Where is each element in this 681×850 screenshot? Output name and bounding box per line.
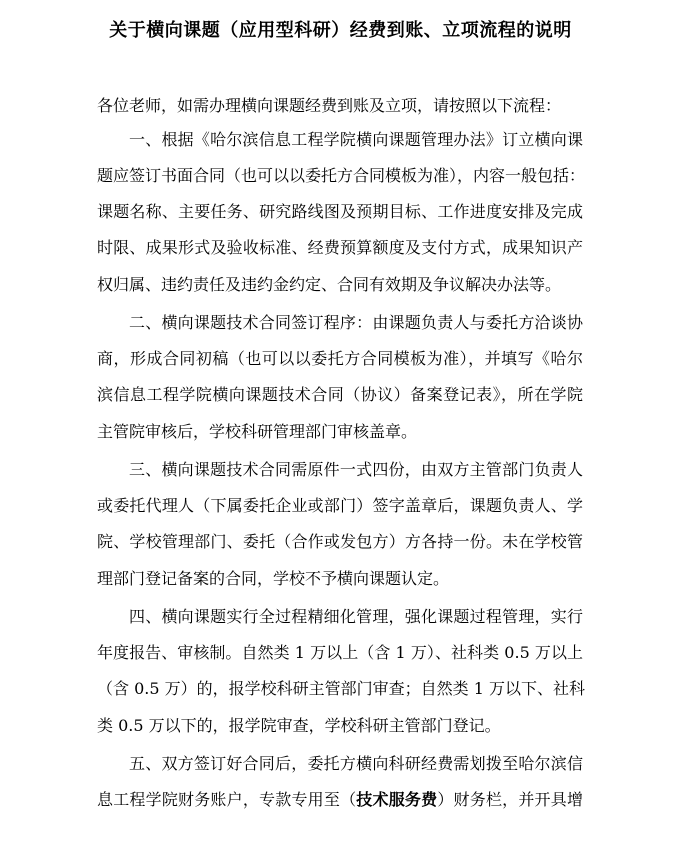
document-title: 关于横向课题（应用型科研）经费到账、立项流程的说明 <box>109 20 572 41</box>
section-2-line-3: 滨信息工程学院横向课题技术合同（协议）备案登记表》，所在学院 <box>97 385 583 404</box>
section-4-line-2: 年度报告、审核制。自然类 1 万以上（含 1 万）、社科类 0.5 万以上 <box>97 643 583 662</box>
section-5-line-2-end: ）财务栏，并开具增 <box>437 790 583 809</box>
section-1-line-4: 时限、成果形式及验收标准、经费预算额度及支付方式，成果知识产 <box>97 238 583 257</box>
section-2-line-1: 二、横向课题技术合同签订程序：由课题负责人与委托方洽谈协 <box>129 313 583 332</box>
section-4-line-4: 类 0.5 万以下的，报学院审查，学校科研主管部门登记。 <box>97 716 501 735</box>
section-4-line-3: （含 0.5 万）的，报学校科研主管部门审查；自然类 1 万以下、社科 <box>97 679 585 698</box>
section-3-line-3: 院、学校管理部门、委托（合作或发包方）方各持一份。未在学校管 <box>97 532 583 551</box>
section-1-line-2: 题应签订书面合同（也可以以委托方合同模板为准），内容一般包括： <box>97 166 586 185</box>
section-1-line-5: 权归属、违约责任及违约金约定、合同有效期及争议解决办法等。 <box>97 275 562 294</box>
section-5-line-2 <box>97 790 583 810</box>
section-5-line-1: 五、双方签订好合同后，委托方横向科研经费需划拨至哈尔滨信 <box>129 754 583 773</box>
section-2-line-4: 主管院审核后，学校科研管理部门审核盖章。 <box>97 422 418 441</box>
section-3-line-2: 或委托代理人（下属委托企业或部门）签字盖章后，课题负责人、学 <box>97 496 583 515</box>
section-3-line-4: 理部门登记备案的合同，学校不予横向课题认定。 <box>97 569 450 588</box>
section-5-line-2-start: 息工程学院财务账户，专款专用至（ <box>97 790 357 809</box>
section-1-line-3: 课题名称、主要任务、研究路线图及预期目标、工作进度安排及完成 <box>97 202 583 221</box>
section-3-line-1: 三、横向课题技术合同需原件一式四份，由双方主管部门负责人 <box>129 460 583 479</box>
greeting-line: 各位老师，如需办理横向课题经费到账及立项，请按照以下流程： <box>97 96 562 115</box>
section-2-line-2: 商，形成合同初稿（也可以以委托方合同模板为准），并填写《哈尔 <box>97 349 583 368</box>
section-1-line-1: 一、根据《哈尔滨信息工程学院横向课题管理办法》订立横向课 <box>129 130 583 149</box>
section-4-line-1: 四、横向课题实行全过程精细化管理，强化课题过程管理，实行 <box>129 607 583 626</box>
technical-service-fee-emphasis: 技术服务费 <box>356 790 438 809</box>
